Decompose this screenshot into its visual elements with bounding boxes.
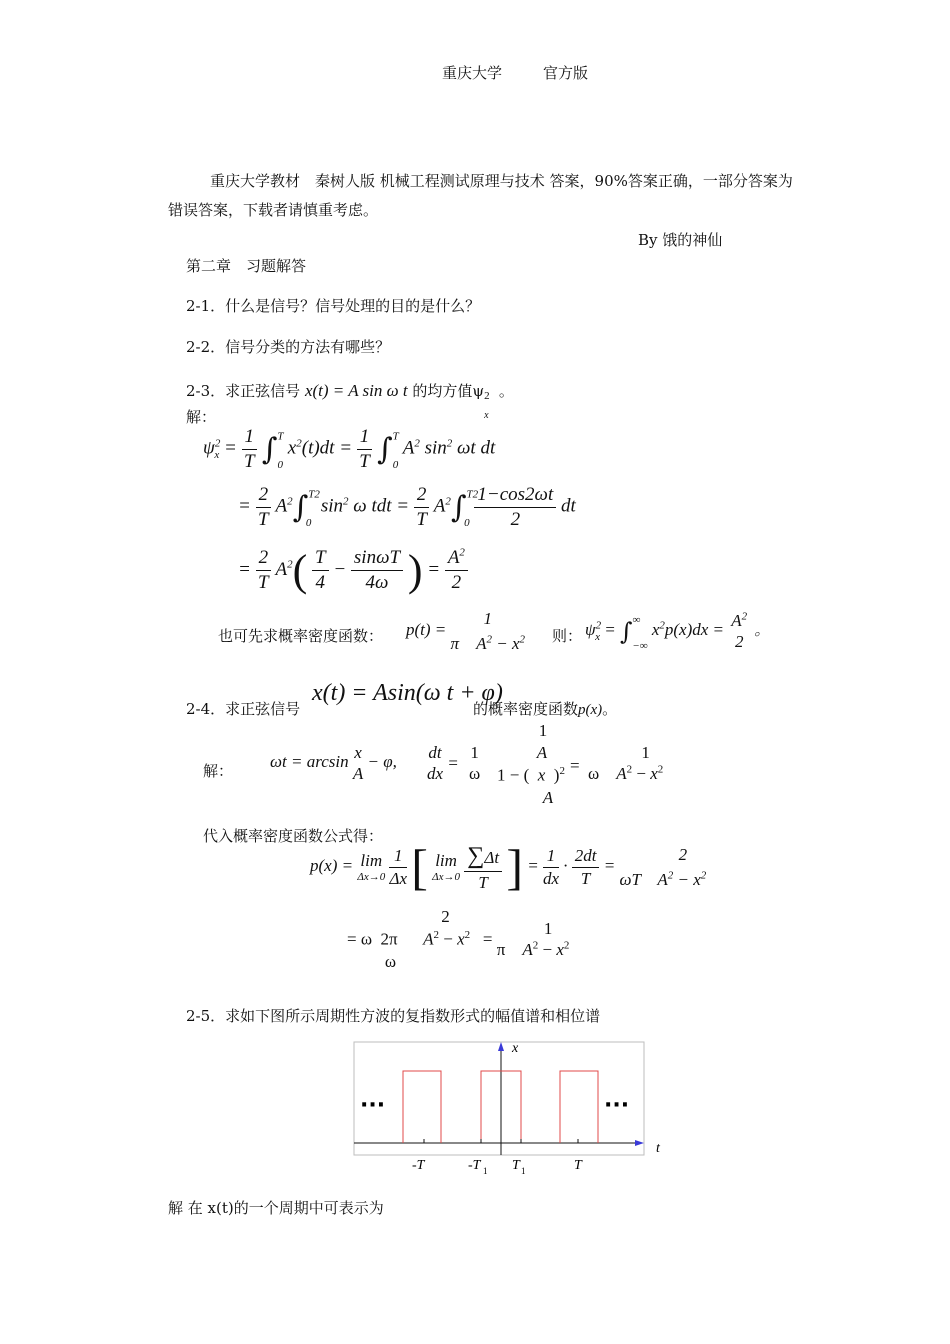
square-wave-figure (340, 1032, 680, 1182)
tick-label-minus-T1: -T (468, 1158, 481, 1173)
header-right: 官方版 (543, 64, 589, 82)
question-2-4-expression: x(t) = Asin(ω t + φ) (312, 680, 503, 706)
q23-suffix: 的均方值ψ (412, 382, 485, 400)
solution-label: 解： (186, 408, 217, 426)
intro-line-2: 错误答案，下载者请慎重考虑。 (168, 201, 379, 219)
q24-suffix: 的概率密度函数 (473, 700, 579, 718)
equation-line-1: $\psi^2_x$ = $\frac{1}{T}$ ∫$^T_0$ $x^2(t)dt$ = $\frac{1}{T}$ ∫$^T_0$ $A^2$ $\sin^2 \omega t$ dt (203, 426, 496, 472)
q24-derivative: dt dx = (427, 743, 459, 784)
figure-frame (354, 1042, 644, 1155)
left-ellipsis: ··· (360, 1093, 386, 1118)
q24-result: 1 ω $A^2 - x^2$ (588, 743, 664, 784)
tick-label-minus-T: -T (412, 1158, 425, 1173)
question-2-5: 2-5．求如下图所示周期性方波的复指数形式的幅值谱和相位谱 (186, 1007, 601, 1025)
header-left: 重庆大学 (442, 64, 503, 82)
question-2-2: 2-2．信号分类的方法有哪些？ (186, 338, 391, 356)
tick-sub-minus-T1: 1 (483, 1166, 488, 1176)
question-2-3 (186, 380, 514, 421)
question-2-1: 2-1．什么是信号？信号处理的目的是什么？ (186, 297, 481, 315)
q24-equation-1: ωt = arcsin x A − φ, (270, 743, 397, 784)
y-axis-label: x (512, 1041, 519, 1056)
final-equation: = 2 ω 2π $A^2 - x^2$ ω = 1 π $A^2 - x^2$ (347, 907, 570, 971)
q23-sup: 2 (484, 390, 490, 402)
chapter-title: 第二章 习题解答 (186, 257, 307, 275)
q23-sub: x (484, 410, 489, 421)
closing-text: 解 在 x(t)的一个周期中可表示为 (168, 1199, 384, 1217)
equation-line-2: = $\frac{2}{T}$ $A^2\int^{T2}_0$ $\sin^2 \omega$ tdt = $\frac{2}{T}$ $A^2\int^{T2}_0$ $\frac{1-\cos 2\omega t}{2}$ dt (238, 484, 576, 530)
pdf-expression: p(t) = 1 π $A^2 - x^2$ (406, 609, 525, 654)
q24-sqrt-frac: 1 A 1 − ( x )$^2$ A (497, 721, 565, 807)
q24-omega-frac: 1 ω (469, 743, 481, 784)
alt-method-text: 也可先求概率密度函数： (218, 627, 384, 645)
byline: By 饿的神仙 (638, 231, 723, 249)
q23-prefix: 2-3．求正弦信号 (186, 382, 301, 400)
q24-equals: = (570, 756, 580, 775)
q23-expression: x(t) = A sin ω t (304, 381, 408, 400)
question-2-4-suffix (473, 698, 617, 719)
q24-solution-label: 解： (203, 762, 234, 780)
tick-label-T1: T (512, 1158, 520, 1173)
right-ellipsis: ··· (604, 1093, 630, 1118)
q24-end: 。 (602, 700, 618, 718)
substitute-text: 代入概率密度函数公式得： (203, 827, 384, 845)
q23-end: 。 (498, 382, 514, 400)
equation-line-3: = $\frac{2}{T}$ $A^2$( $\frac{T}{4}$ − $\frac{\sin\omega T}{4\omega}$ ) = $\frac{A^2}{2}$ (238, 545, 468, 596)
then-label: 则： (552, 627, 583, 645)
tick-sub-T1: 1 (521, 1166, 526, 1176)
mean-square-result: $\psi^2_x = \int^\infty_{-\infty}$ $x^2p(x)dx$ = $A^2$ 2 。 (585, 610, 770, 653)
question-2-4-prefix: 2-4．求正弦信号 (186, 700, 301, 718)
limit-equation: p(x) = lim Δx→0 $\frac{1}{\Delta x}$ [ lim Δx→0 $\frac{\sum\Delta t}{T}$ ] = $\frac{1}{dx}$ · $\frac{2dt}{T}$ = 2 ωT $A^2 - x^2$ (310, 839, 707, 895)
x-axis-label: t (656, 1141, 660, 1156)
q24-pfun: p(x) (578, 702, 603, 718)
intro-line-1: 重庆大学教材 秦树人版 机械工程测试原理与技术 答案，90%答案正确，一部分答案为 (210, 172, 793, 190)
tick-label-T: T (574, 1158, 582, 1173)
